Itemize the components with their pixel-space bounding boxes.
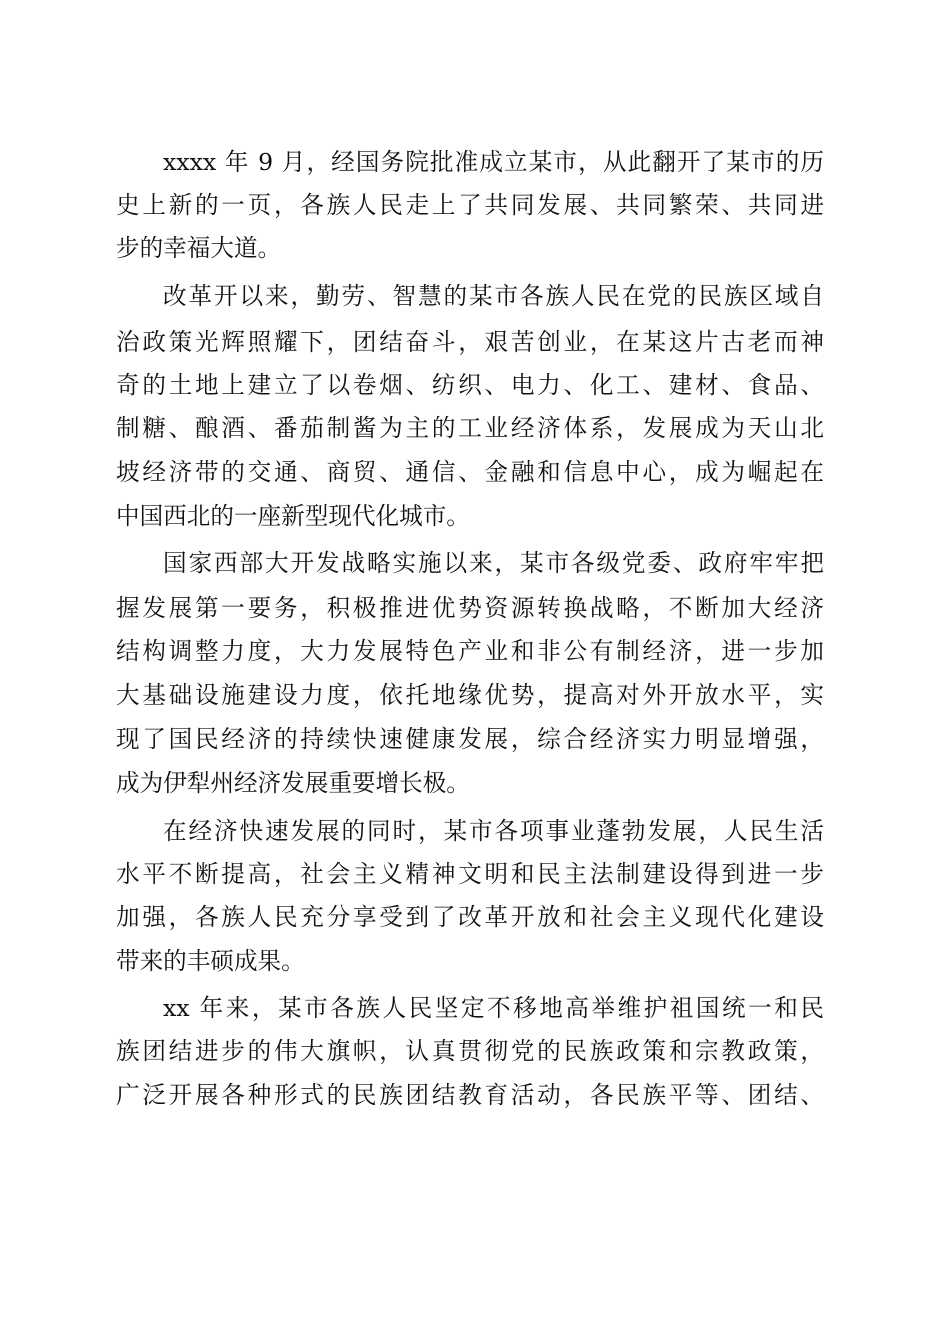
text-line: 国家西部大开发战略实施以来，某市各级党委、政府牢牢把 — [163, 549, 824, 577]
text-line: 在经济快速发展的同时，某市各项事业蓬勃发展，人民生活 — [163, 817, 824, 845]
text-line: 治政策光辉照耀下，团结奋斗，艰苦创业，在某这片古老而神 — [116, 328, 824, 356]
text-line: 族团结进步的伟大旗帜，认真贯彻党的民族政策和宗教政策， — [116, 1037, 824, 1065]
text-line: 制糖、酿酒、番茄制酱为主的工业经济体系，发展成为天山北 — [116, 414, 824, 442]
text-line: xxxx 年 9 月，经国务院批准成立某市，从此翻开了某市的历 — [163, 148, 824, 176]
text-line: 中国西北的一座新型现代化城市。 — [116, 502, 470, 530]
text-line: xx 年来，某市各族人民坚定不移地高举维护祖国统一和民 — [163, 994, 824, 1022]
text-line: 改革开以来，勤劳、智慧的某市各族人民在党的民族区域自 — [163, 282, 824, 310]
text-line: 坡经济带的交通、商贸、通信、金融和信息中心，成为崛起在 — [116, 458, 824, 486]
text-line: 结构调整力度，大力发展特色产业和非公有制经济，进一步加 — [116, 637, 824, 665]
text-line: 奇的土地上建立了以卷烟、纺织、电力、化工、建材、食品、 — [116, 371, 824, 399]
text-line: 成为伊犁州经济发展重要增长极。 — [116, 769, 470, 797]
text-line: 大基础设施建设力度，依托地缘优势，提高对外开放水平，实 — [116, 681, 824, 709]
text-line: 加强，各族人民充分享受到了改革开放和社会主义现代化建设 — [116, 903, 824, 931]
text-line: 现了国民经济的持续快速健康发展，综合经济实力明显增强， — [116, 725, 824, 753]
text-line: 步的幸福大道。 — [116, 234, 282, 262]
text-line: 水平不断提高，社会主义精神文明和民主法制建设得到进一步 — [116, 860, 824, 888]
text-line: 带来的丰硕成果。 — [116, 947, 305, 975]
text-line: 握发展第一要务，积极推进优势资源转换战略，不断加大经济 — [116, 594, 824, 622]
text-line: 广泛开展各种形式的民族团结教育活动，各民族平等、团结、 — [116, 1081, 824, 1109]
text-line: 史上新的一页，各族人民走上了共同发展、共同繁荣、共同进 — [116, 191, 824, 219]
